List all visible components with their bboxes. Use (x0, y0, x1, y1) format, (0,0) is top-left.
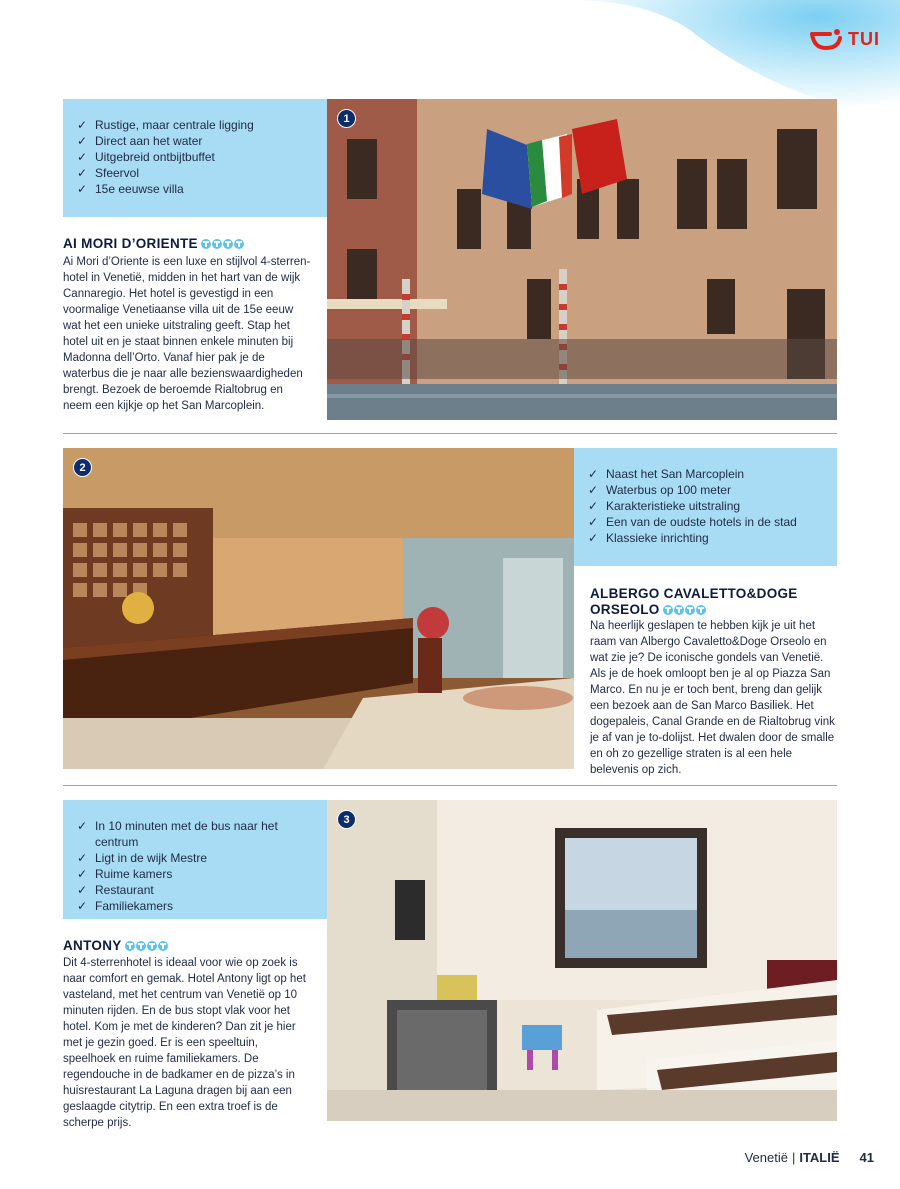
highlight-item: ✓ 15e eeuwse villa (77, 182, 184, 196)
highlight-item: ✓ Restaurant (77, 883, 154, 897)
section-divider (63, 433, 837, 434)
highlight-item: ✓ Ruime kamers (77, 867, 173, 881)
highlight-item: ✓ Uitgebreid ontbijtbuffet (77, 150, 215, 164)
highlight-item: ✓ Direct aan het water (77, 134, 203, 148)
highlight-item: ✓ Rustige, maar centrale ligging (77, 118, 254, 132)
check-icon: ✓ (77, 819, 88, 833)
check-icon: ✓ (77, 867, 88, 881)
highlight-item: ✓ Waterbus op 100 meter (588, 483, 731, 497)
hotel-3-photo-family-room (327, 800, 837, 1121)
check-icon: ✓ (77, 182, 88, 196)
rating-icons (663, 605, 706, 615)
check-icon: ✓ (588, 467, 599, 481)
check-icon: ✓ (77, 883, 88, 897)
highlight-item: ✓ Sfeervol (77, 166, 140, 180)
check-icon: ✓ (77, 851, 88, 865)
check-icon: ✓ (588, 499, 599, 513)
rating-icons (201, 239, 244, 249)
rating-icons (125, 941, 168, 951)
hotel-3-description: Dit 4-sterrenhotel is ideaal voor wie op zoek is naar comfort en gemak. Hotel Antony ligt op het vasteland, met het centrum van Venetië op 10 minuten rijden. En de bus stopt vlak voor het hotel. Kom je met de kinderen? Dan zit je hier met je gezin goed. Er is een speeltuin, speelhoek en ruime familiekamers. De regendouche in de badkamer en de pizza’s in huisrestaurant La Laguna dragen bij aan een geslaagde citytrip. En een extra troef is de scherpe prijs. (63, 957, 306, 1129)
footer-separator: | (791, 1150, 796, 1165)
highlight-item: ✓ Klassieke inrichting (588, 531, 709, 545)
highlight-item: ✓ Naast het San Marcoplein (588, 467, 745, 481)
hotel-2-photo-lobby-reception (63, 448, 574, 769)
tui-logo (810, 28, 880, 50)
check-icon: ✓ (77, 118, 88, 132)
hotel-3-title: ANTONY (63, 938, 168, 954)
hotel-1-number-badge: 1 (337, 109, 356, 128)
check-icon: ✓ (588, 515, 599, 529)
check-icon: ✓ (77, 150, 88, 164)
footer-city: Venetië (744, 1150, 788, 1165)
hotel-1-highlights-panel (63, 99, 327, 217)
check-icon: ✓ (77, 166, 88, 180)
hotel-1-title: AI MORI D’ORIENTE (63, 236, 244, 252)
page-number: 41 (859, 1150, 874, 1165)
footer-country: ITALIË (799, 1150, 840, 1165)
hotel-3-number-badge: 3 (337, 810, 356, 829)
highlight-item: ✓ Een van de oudste hotels in de stad (588, 515, 797, 529)
hotel-2-number-badge: 2 (73, 458, 92, 477)
check-icon: ✓ (588, 531, 599, 545)
highlight-item: ✓ Karakteristieke uitstraling (588, 499, 741, 513)
hotel-2-description: Na heerlijk geslapen te hebben kijk je uit het raam van Albergo Cavaletto&Doge Orseolo en wat zie je? De iconische gondels van Venetië. Als je de hoek omloopt ben je al op Piazza San Marco. En nu je er toch bent, breng dan gelijk een bezoek aan de San Marco Basiliek. Het dogepaleis, Canal Grande en de Rialtobrug vink je af van je to-dolijst. Het dwalen door de smalle en oh zo gezellige straten is al een hele belevenis op zich. (590, 620, 835, 776)
check-icon: ✓ (77, 134, 88, 148)
hotel-2-title: ALBERGO CAVALETTO&DOGE ORSEOLO (590, 586, 798, 617)
section-divider (63, 785, 837, 786)
hotel-2-highlights-panel (574, 448, 837, 566)
hotel-1-description: Ai Mori d’Oriente is een luxe en stijlvol 4-sterren-hotel in Venetië, midden in het hart van de wijk Cannaregio. Het hotel is gevestigd in een voormalige Venetiaanse villa uit de 15e eeuw wat het een unieke uitstraling geeft. Stap het hotel uit en je staat binnen enkele minuten bij Madonna dell’Orto. Vanaf hier pak je de waterbus die je naar alle bezienswaardigheden brengt. Bezoek de beroemde Rialtobrug en neem een kijkje op het San Marcoplein. (63, 256, 311, 412)
corner-swoosh-decoration (570, 0, 900, 115)
tui-smile-icon (810, 28, 844, 50)
highlight-item: ✓ Familiekamers (77, 899, 174, 913)
hotel-3-highlights-panel (63, 800, 327, 919)
check-icon: ✓ (77, 899, 88, 913)
check-icon: ✓ (588, 483, 599, 497)
page-footer (745, 1150, 874, 1165)
tui-logo-text: TUI (848, 28, 880, 49)
highlight-item: ✓ Ligt in de wijk Mestre (77, 851, 208, 865)
highlight-item: ✓ In 10 minuten met de bus naar het centrum (77, 819, 278, 849)
hotel-1-photo-venetian-facade (327, 99, 837, 420)
